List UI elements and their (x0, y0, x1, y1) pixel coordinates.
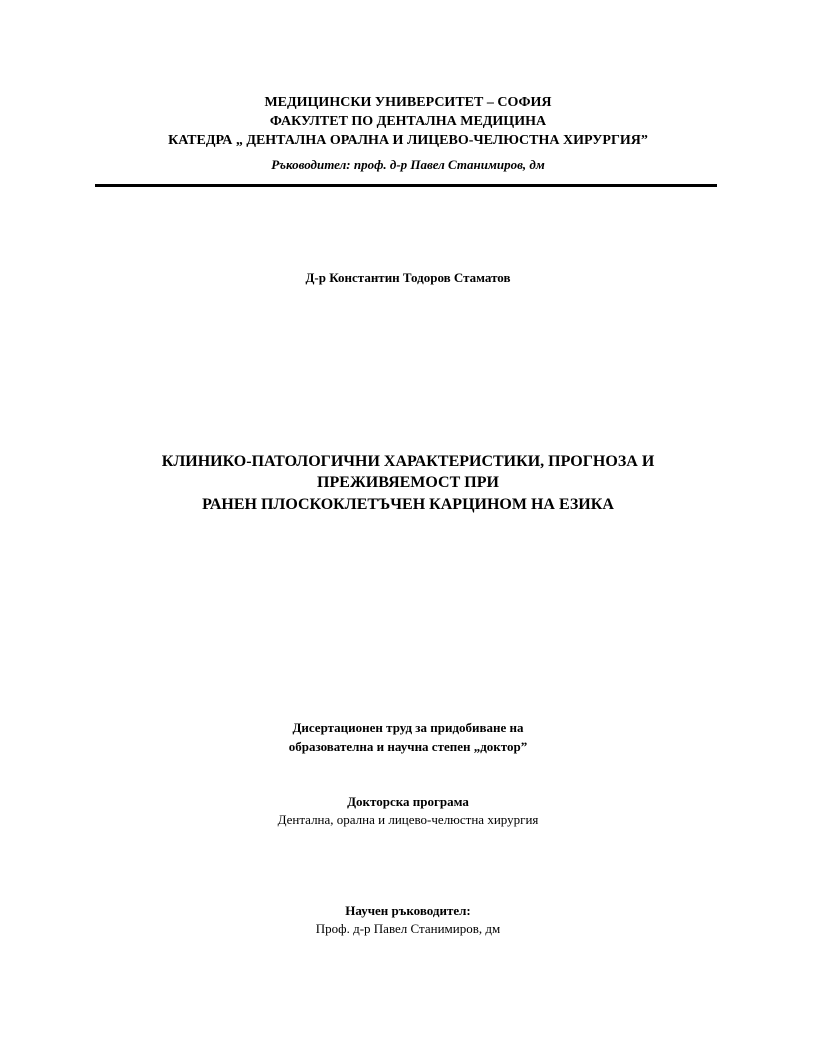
dissertation-purpose-line-2: образователна и научна степен „доктор” (288, 739, 528, 754)
dissertation-purpose-line-1: Дисертационен труд за придобиване на (292, 720, 524, 735)
supervisor-label: Научен ръководител: (345, 903, 471, 918)
department-head: Ръководител: проф. д-р Павел Станимиров, дм (271, 157, 545, 172)
author-name: Д-р Константин Тодоров Стаматов (305, 270, 511, 285)
header-divider (95, 184, 717, 187)
thesis-title-line-1: КЛИНИКО-ПАТОЛОГИЧНИ ХАРАКТЕРИСТИКИ, ПРОГНОЗА И (161, 453, 655, 470)
university-name: МЕДИЦИНСКИ УНИВЕРСИТЕТ – СОФИЯ (264, 95, 552, 110)
thesis-title-line-2: ПРЕЖИВЯЕМОСТ ПРИ (317, 474, 499, 491)
supervisor-name: Проф. д-р Павел Станимиров, дм (315, 921, 501, 936)
department-name: КАТЕДРА „ ДЕНТАЛНА ОРАЛНА И ЛИЦЕВО-ЧЕЛЮСТНА ХИРУРГИЯ” (168, 133, 648, 148)
thesis-title-line-3: РАНЕН ПЛОСКОКЛЕТЪЧЕН КАРЦИНОМ НА ЕЗИКА (202, 496, 614, 513)
program-label: Докторска програма (347, 794, 469, 809)
program-name: Дентална, орална и лицево-челюстна хирургия (277, 812, 539, 827)
faculty-name: ФАКУЛТЕТ ПО ДЕНТАЛНА МЕДИЦИНА (269, 114, 547, 129)
